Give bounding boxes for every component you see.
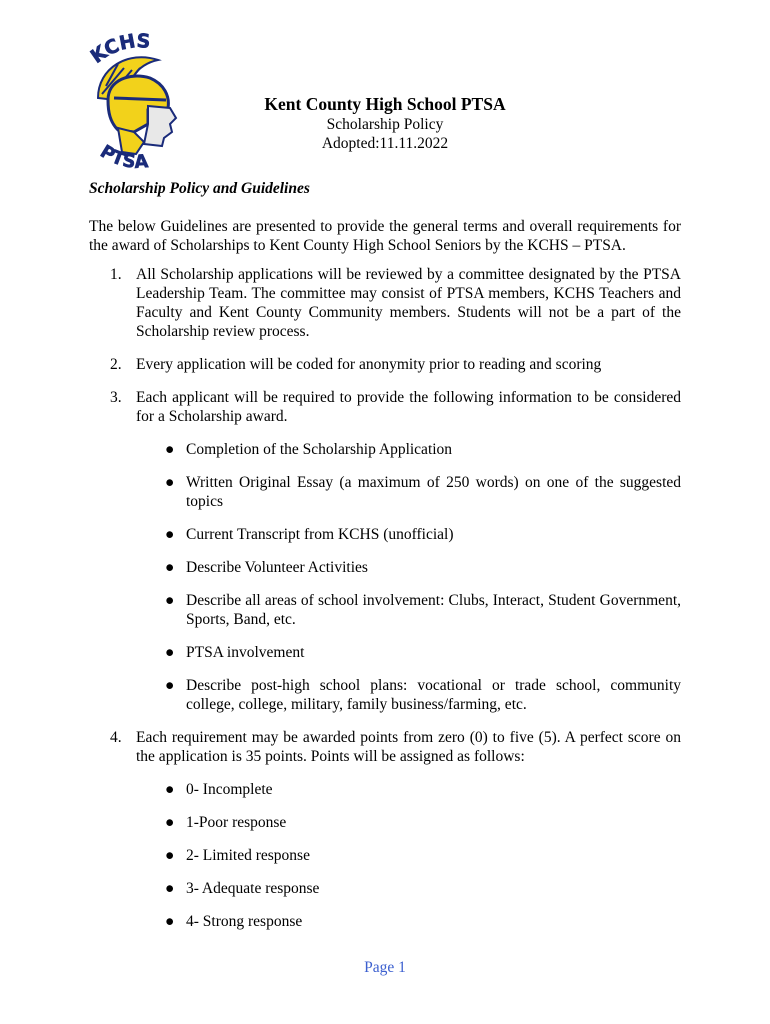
bullet-icon: ● — [165, 592, 175, 609]
list-item — [89, 265, 681, 341]
document-subtitle: Scholarship Policy — [326, 116, 444, 133]
bullet-icon: ● — [165, 913, 175, 930]
bullet-icon: ● — [165, 781, 175, 798]
score-item: ● 1-Poor response — [165, 814, 287, 831]
requirement-item: ● PTSA involvement — [165, 644, 305, 661]
requirement-item: ● Describe all areas of school involvement: Clubs, Interact, Student Government, Sports, Band, etc. — [165, 592, 681, 628]
score-item: ● 3- Adequate response — [165, 880, 320, 897]
requirement-item: ● Written Original Essay (a maximum of 250 words) on one of the suggested topics — [165, 474, 681, 510]
scores-list — [136, 780, 681, 931]
bullet-icon: ● — [165, 559, 175, 576]
score-item: ● 2- Limited response — [165, 847, 310, 864]
bullet-icon: ● — [165, 880, 175, 897]
bullet-icon: ● — [165, 526, 175, 543]
bullet-icon: ● — [165, 847, 175, 864]
item-text: Each requirement may be awarded points from zero (0) to five (5). A perfect score on the application is 35 points. Points will be assigned as follows: — [136, 729, 681, 765]
requirement-item: ● Completion of the Scholarship Application — [165, 441, 453, 458]
guidelines-list — [89, 265, 681, 945]
requirements-list — [136, 440, 681, 714]
bullet-icon: ● — [165, 441, 175, 458]
page-number: Page 1 — [364, 959, 406, 976]
document-title: Kent County High School PTSA — [264, 94, 506, 114]
logo-bottom-text: PTSA — [96, 141, 149, 173]
requirement-item: ● Describe Volunteer Activities — [165, 559, 368, 576]
score-item: ● 4- Strong response — [165, 913, 303, 930]
bullet-icon: ● — [165, 644, 175, 661]
bullet-icon: ● — [165, 677, 175, 694]
list-item — [89, 388, 681, 714]
score-item: ● 0- Incomplete — [165, 781, 273, 798]
item-number: 4. — [110, 729, 122, 746]
item-text: All Scholarship applications will be reviewed by a committee designated by the PTSA Leadership Team. The committee may consist of PTSA members, KCHS Teachers and Faculty and Kent County Community members. Students will not be a part of the Scholarship review process. — [136, 266, 681, 340]
list-item — [89, 355, 681, 374]
requirement-item: ● Describe post-high school plans: vocational or trade school, community college, college, military, family business/farming, etc. — [165, 677, 681, 713]
intro-paragraph: The below Guidelines are presented to provide the general terms and overall requirements for the award of Scholarships to Kent County High School Seniors by the KCHS – PTSA. — [89, 218, 681, 254]
item-text: Every application will be coded for anonymity prior to reading and scoring — [136, 356, 602, 373]
bullet-icon: ● — [165, 474, 175, 491]
bullet-icon: ● — [165, 814, 175, 831]
list-item — [89, 728, 681, 931]
adopted-date: Adopted:11.11.2022 — [321, 135, 449, 152]
section-heading: Scholarship Policy and Guidelines — [89, 180, 310, 197]
item-number: 1. — [110, 266, 122, 283]
item-number: 2. — [110, 356, 122, 373]
item-text: Each applicant will be required to provide the following information to be considered for a Scholarship award. — [136, 389, 681, 425]
logo-top-text: KCHS — [86, 30, 151, 68]
requirement-item: ● Current Transcript from KCHS (unofficial) — [165, 526, 454, 543]
item-number: 3. — [110, 389, 122, 406]
document-header — [0, 93, 770, 153]
